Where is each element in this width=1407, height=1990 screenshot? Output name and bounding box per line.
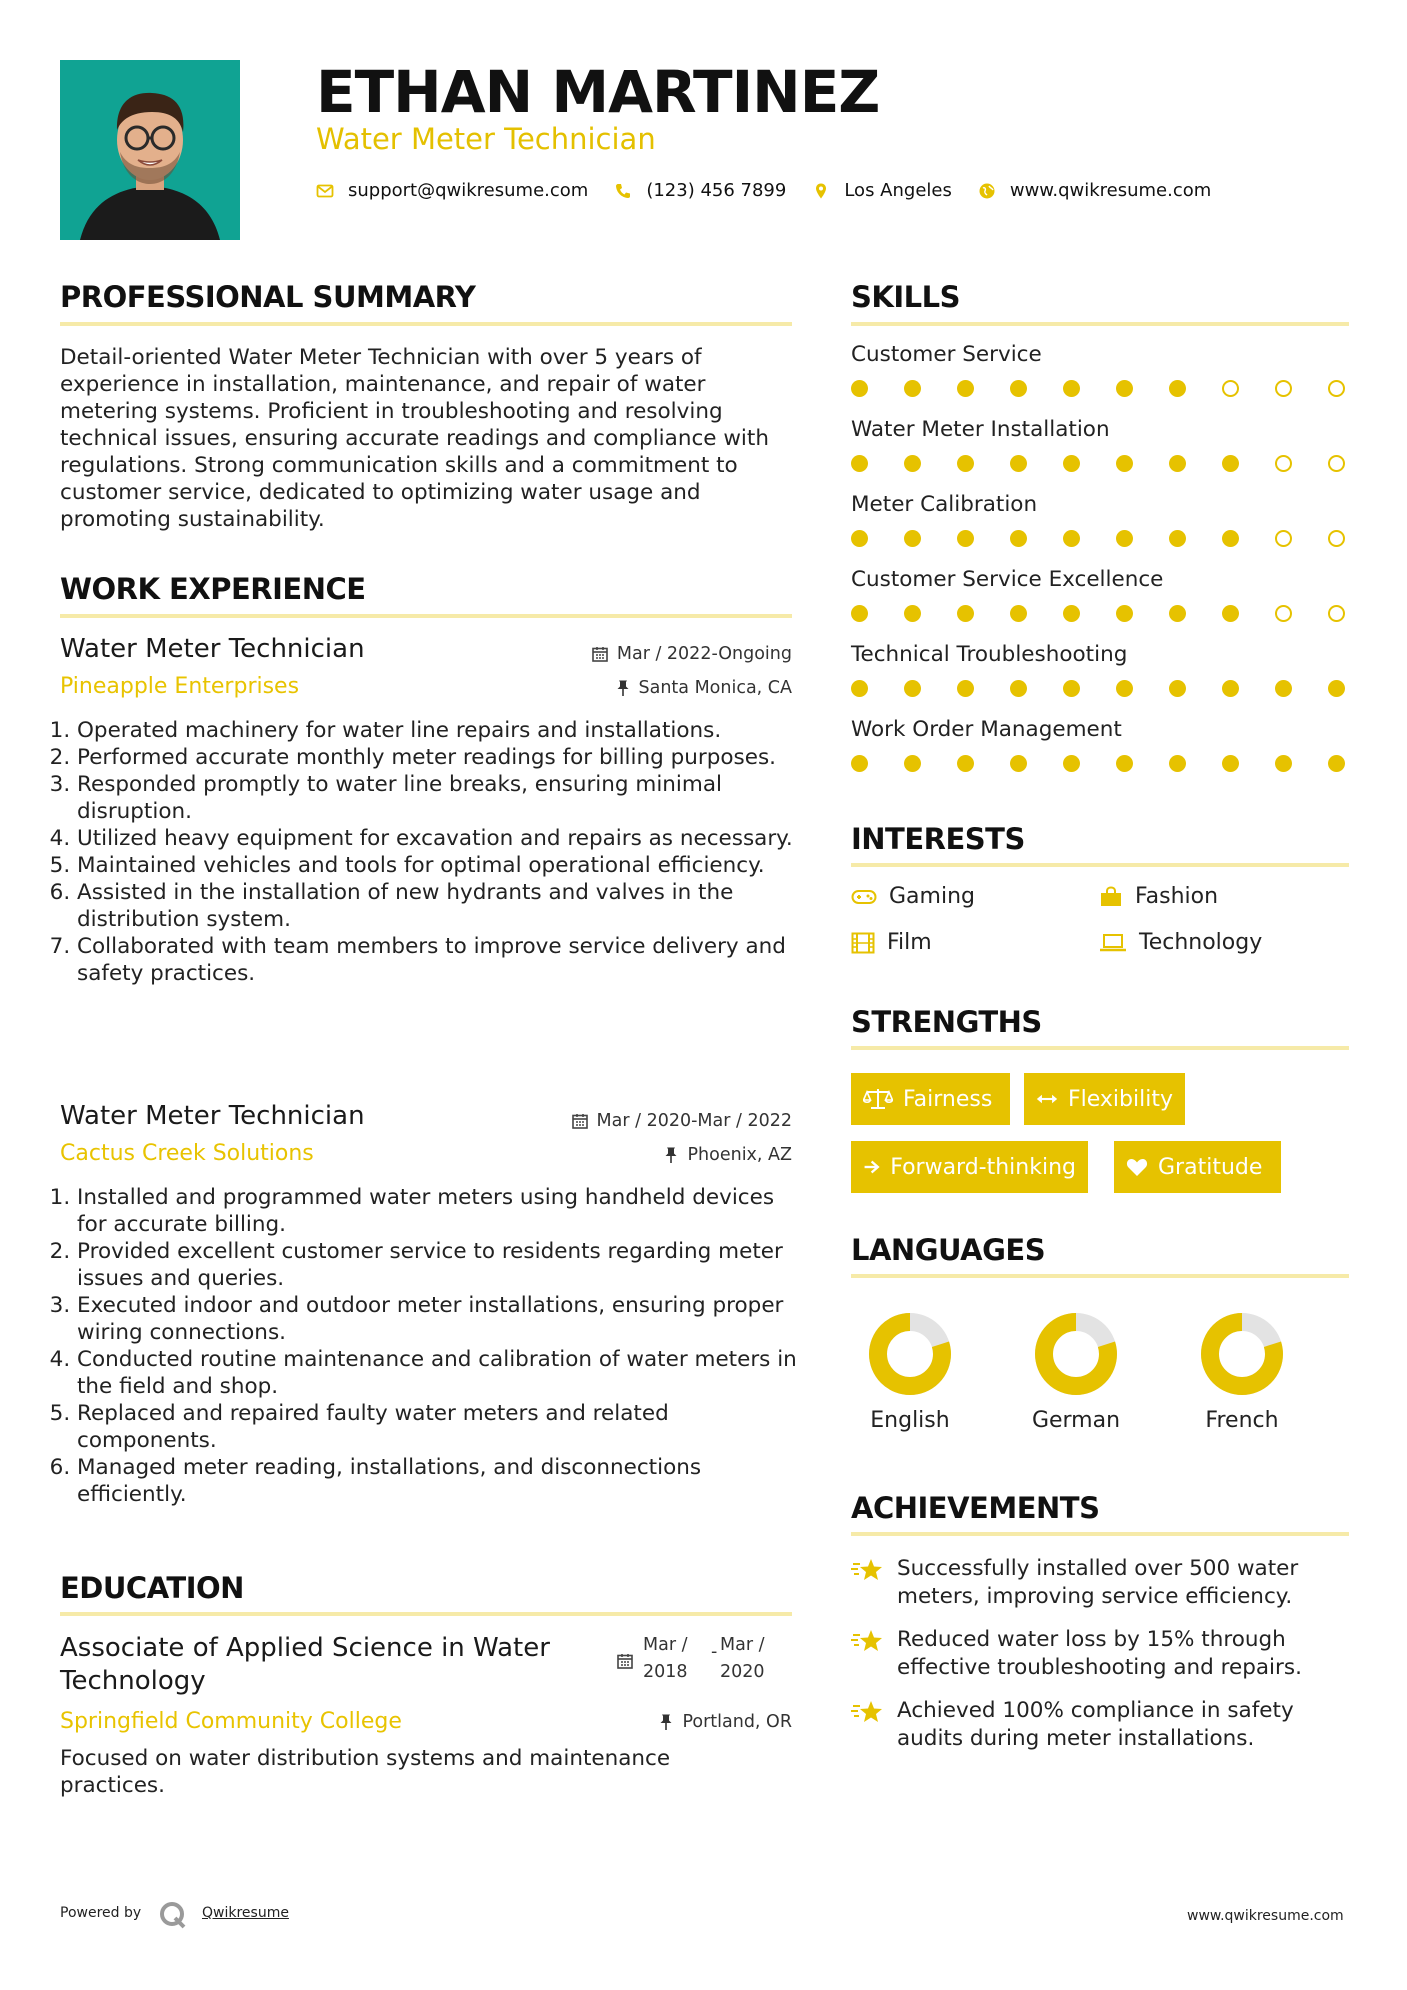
rating-dot-empty	[1275, 530, 1292, 547]
skill-rating	[851, 380, 1345, 397]
rating-dot-filled	[1222, 680, 1239, 697]
experience-heading: WORK EXPERIENCE	[60, 572, 366, 606]
star-icon	[851, 1699, 883, 1725]
skill-name: Water Meter Installation	[851, 417, 1110, 442]
strength-gratitude	[1114, 1141, 1281, 1193]
duty-item: 6. Managed meter reading, installations, and disconnections efficiently.	[77, 1454, 802, 1508]
contact-location: Los Angeles	[844, 180, 952, 201]
rating-dot-filled	[851, 755, 868, 772]
interests-heading: INTERESTS	[851, 822, 1025, 856]
rating-dot-filled	[1063, 605, 1080, 622]
summary-rule	[60, 322, 792, 326]
job-2-duties	[59, 1184, 802, 1508]
candidate-name: ETHAN MARTINEZ	[316, 58, 880, 126]
skill-name: Customer Service	[851, 342, 1042, 367]
strength-fairness	[851, 1073, 1010, 1125]
duty-item: 1. Installed and programmed water meters using handheld devices for accurate billing.	[77, 1184, 802, 1238]
job-1-location	[480, 678, 792, 698]
duty-item: 6. Assisted in the installation of new hydrants and valves in the distribution system.	[77, 879, 802, 933]
language-name: English	[870, 1408, 950, 1433]
interest-film	[851, 930, 932, 955]
job-2-company: Cactus Creek Solutions	[60, 1141, 314, 1166]
strength-label: Gratitude	[1158, 1154, 1263, 1180]
job-1-dates	[480, 644, 792, 664]
rating-dot-filled	[957, 755, 974, 772]
star-icon	[851, 1628, 883, 1654]
bag-icon	[1099, 886, 1123, 908]
rating-dot-filled	[1063, 680, 1080, 697]
edu-end-month: Mar /	[720, 1635, 765, 1655]
rating-dot-filled	[851, 680, 868, 697]
contact-bar	[316, 180, 1237, 201]
language-ring	[1006, 1308, 1146, 1400]
duty-item: 2. Performed accurate monthly meter readings for billing purposes.	[77, 744, 802, 771]
skills-rule	[851, 322, 1349, 326]
pushpin-icon	[663, 1146, 679, 1164]
strength-flexibility	[1024, 1073, 1185, 1125]
skill-rating	[851, 605, 1345, 622]
achievement-line: Achieved 100% compliance in safety	[897, 1698, 1294, 1723]
contact-email[interactable]: support@qwikresume.com	[348, 180, 589, 201]
job-2-dates	[480, 1111, 792, 1131]
edu-description: Focused on water distribution systems and maintenance practices.	[60, 1746, 671, 1798]
skill-row	[851, 567, 1351, 642]
duty-item: 3. Responded promptly to water line breaks, ensuring minimal disruption.	[77, 771, 802, 825]
interest-technology	[1099, 930, 1262, 955]
rating-dot-filled	[957, 680, 974, 697]
pushpin-icon	[615, 679, 631, 697]
rating-dot-filled	[904, 755, 921, 772]
rating-dot-filled	[957, 455, 974, 472]
degree-line-2: Technology	[60, 1666, 206, 1696]
avatar-illustration	[60, 60, 240, 240]
rating-dot-filled	[1169, 455, 1186, 472]
location-pin-icon	[812, 182, 830, 200]
rating-dot-filled	[904, 380, 921, 397]
rating-dot-filled	[904, 455, 921, 472]
rating-dot-filled	[1169, 380, 1186, 397]
rating-dot-filled	[1222, 605, 1239, 622]
achievements-rule	[851, 1532, 1349, 1536]
strengths-heading: STRENGTHS	[851, 1005, 1042, 1039]
star-icon	[851, 1557, 883, 1583]
strength-forward-thinking	[851, 1141, 1088, 1193]
edu-end-year: 2020	[720, 1662, 765, 1682]
rating-dot-filled	[1275, 755, 1292, 772]
achievement-text	[897, 1555, 1298, 1611]
rating-dot-filled	[1010, 605, 1027, 622]
experience-rule	[60, 614, 792, 618]
interest-label: Fashion	[1135, 884, 1219, 909]
achievement-line: meters, improving service efficiency.	[897, 1584, 1293, 1609]
interest-label: Gaming	[889, 884, 975, 909]
rating-dot-empty	[1328, 530, 1345, 547]
rating-dot-empty	[1275, 605, 1292, 622]
strength-label: Flexibility	[1068, 1086, 1173, 1112]
rating-dot-filled	[1010, 530, 1027, 547]
achievement-line: audits during meter installations.	[897, 1726, 1255, 1751]
edu-date-dash: -	[711, 1642, 718, 1662]
language-name: French	[1205, 1408, 1279, 1433]
email-icon	[316, 182, 334, 200]
rating-dot-filled	[1328, 755, 1345, 772]
job-1-location-text: Santa Monica, CA	[638, 678, 792, 698]
rating-dot-filled	[1063, 755, 1080, 772]
skill-rating	[851, 755, 1345, 772]
job-1-duties	[59, 717, 802, 987]
education-rule	[60, 1612, 792, 1616]
edu-start-month: Mar /	[643, 1635, 688, 1655]
rating-dot-filled	[1169, 755, 1186, 772]
rating-dot-filled	[1169, 530, 1186, 547]
duty-item: 4. Conducted routine maintenance and calibration of water meters in the field and shop.	[77, 1346, 802, 1400]
film-icon	[851, 932, 875, 954]
edu-start-year: 2018	[643, 1662, 688, 1682]
rating-dot-filled	[851, 455, 868, 472]
rating-dot-filled	[851, 380, 868, 397]
duty-item: 4. Utilized heavy equipment for excavation and repairs as necessary.	[77, 825, 802, 852]
rating-dot-filled	[1222, 530, 1239, 547]
edu-school: Springfield Community College	[60, 1709, 402, 1734]
achievement-line: Successfully installed over 500 water	[897, 1556, 1299, 1581]
qwikresume-logo-icon	[158, 1900, 188, 1930]
edu-location	[480, 1712, 792, 1732]
rating-dot-filled	[1169, 605, 1186, 622]
job-1-title: Water Meter Technician	[60, 634, 365, 664]
phone-icon	[614, 182, 632, 200]
duty-item: 5. Maintained vehicles and tools for optimal operational efficiency.	[77, 852, 802, 879]
scale-icon	[863, 1087, 893, 1111]
arrow-right-icon	[863, 1157, 880, 1177]
rating-dot-empty	[1328, 605, 1345, 622]
rating-dot-filled	[1275, 680, 1292, 697]
achievement-item	[851, 1626, 1351, 1682]
duty-item: 2. Provided excellent customer service to residents regarding meter issues and queries.	[77, 1238, 802, 1292]
profile-photo	[60, 60, 240, 240]
job-2-dates-text: Mar / 2020-Mar / 2022	[596, 1111, 792, 1131]
rating-dot-filled	[904, 605, 921, 622]
pushpin-icon	[658, 1713, 674, 1731]
job-1-company: Pineapple Enterprises	[60, 674, 300, 699]
job-2-location-text: Phoenix, AZ	[687, 1145, 792, 1165]
education-heading: EDUCATION	[60, 1571, 244, 1605]
rating-dot-filled	[1116, 455, 1133, 472]
skill-rating	[851, 530, 1345, 547]
language-english	[840, 1308, 980, 1433]
rating-dot-filled	[1116, 380, 1133, 397]
achievement-item	[851, 1555, 1351, 1611]
strengths-rule	[851, 1046, 1349, 1050]
skill-row	[851, 342, 1351, 417]
summary-text: Detail-oriented Water Meter Technician with over 5 years of experience in installation, maintenance, and repair of water metering systems. Proficient in troubleshooting and resolving technical issues, ensuring accurate readings and compliance with regulations. Strong communication skills and a commitment to customer service, dedicated to optimizing water usage and promoting sustainability.	[60, 345, 769, 532]
rating-dot-filled	[1063, 530, 1080, 547]
duty-item: 5. Replaced and repaired faulty water meters and related components.	[77, 1400, 802, 1454]
strength-label: Fairness	[903, 1086, 993, 1112]
skill-row	[851, 717, 1351, 792]
rating-dot-filled	[1169, 680, 1186, 697]
skill-name: Work Order Management	[851, 717, 1122, 742]
contact-phone[interactable]: (123) 456 7899	[646, 180, 787, 201]
achievement-text	[897, 1626, 1302, 1682]
rating-dot-filled	[1222, 455, 1239, 472]
contact-website[interactable]: www.qwikresume.com	[1009, 180, 1212, 201]
skills-heading: SKILLS	[851, 280, 960, 314]
rating-dot-filled	[1010, 755, 1027, 772]
language-ring	[1172, 1308, 1312, 1400]
rating-dot-filled	[957, 605, 974, 622]
languages-rule	[851, 1274, 1349, 1278]
rating-dot-filled	[1116, 755, 1133, 772]
rating-dot-filled	[851, 530, 868, 547]
achievements-heading: ACHIEVEMENTS	[851, 1491, 1100, 1525]
degree-line-1: Associate of Applied Science in Water	[60, 1633, 550, 1663]
rating-dot-filled	[957, 530, 974, 547]
rating-dot-filled	[904, 680, 921, 697]
calendar-icon	[591, 645, 609, 663]
interest-label: Film	[887, 930, 932, 955]
calendar-icon	[571, 1112, 589, 1130]
skill-row	[851, 417, 1351, 492]
arrows-horizontal-icon	[1036, 1090, 1058, 1108]
rating-dot-filled	[1010, 380, 1027, 397]
rating-dot-filled	[1063, 455, 1080, 472]
skill-name: Meter Calibration	[851, 492, 1038, 517]
job-2-title: Water Meter Technician	[60, 1101, 365, 1131]
rating-dot-filled	[1328, 680, 1345, 697]
rating-dot-filled	[1010, 680, 1027, 697]
achievement-item	[851, 1697, 1351, 1753]
interests-rule	[851, 863, 1349, 867]
powered-by-label: Powered by	[60, 1905, 142, 1921]
rating-dot-empty	[1275, 455, 1292, 472]
gamepad-icon	[851, 888, 877, 906]
edu-location-text: Portland, OR	[682, 1712, 792, 1732]
skill-rating	[851, 680, 1345, 697]
rating-dot-empty	[1328, 455, 1345, 472]
rating-dot-filled	[1116, 530, 1133, 547]
duty-item: 3. Executed indoor and outdoor meter installations, ensuring proper wiring connections.	[77, 1292, 802, 1346]
job-1-dates-text: Mar / 2022-Ongoing	[616, 644, 792, 664]
languages-heading: LANGUAGES	[851, 1233, 1046, 1267]
footer-website[interactable]: www.qwikresume.com	[1187, 1908, 1344, 1924]
language-ring	[840, 1308, 980, 1400]
rating-dot-filled	[1063, 380, 1080, 397]
strength-label: Forward-thinking	[890, 1154, 1076, 1180]
laptop-icon	[1099, 933, 1127, 953]
job-2-location	[480, 1145, 792, 1165]
language-german	[1006, 1308, 1146, 1433]
skill-rating	[851, 455, 1345, 472]
skill-row	[851, 492, 1351, 567]
rating-dot-filled	[1010, 455, 1027, 472]
qwikresume-link[interactable]: Qwikresume	[202, 1905, 289, 1921]
rating-dot-filled	[851, 605, 868, 622]
achievement-line: Reduced water loss by 15% through	[897, 1627, 1286, 1652]
globe-icon	[978, 182, 996, 200]
rating-dot-filled	[1116, 605, 1133, 622]
rating-dot-empty	[1222, 380, 1239, 397]
interest-fashion	[1099, 884, 1218, 909]
achievement-text	[897, 1697, 1294, 1753]
interest-gaming	[851, 884, 975, 909]
rating-dot-filled	[957, 380, 974, 397]
summary-heading: PROFESSIONAL SUMMARY	[60, 280, 476, 314]
skill-row	[851, 642, 1351, 717]
interest-label: Technology	[1139, 930, 1263, 955]
rating-dot-filled	[1222, 755, 1239, 772]
rating-dot-empty	[1328, 380, 1345, 397]
duty-item: 7. Collaborated with team members to improve service delivery and safety practices.	[77, 933, 802, 987]
heart-icon	[1126, 1157, 1148, 1177]
rating-dot-filled	[904, 530, 921, 547]
candidate-title: Water Meter Technician	[316, 122, 656, 156]
rating-dot-empty	[1275, 380, 1292, 397]
language-french	[1172, 1308, 1312, 1433]
skills-list	[851, 342, 1351, 792]
skill-name: Technical Troubleshooting	[851, 642, 1128, 667]
language-name: German	[1031, 1408, 1121, 1433]
skill-name: Customer Service Excellence	[851, 567, 1164, 592]
duty-item: 1. Operated machinery for water line repairs and installations.	[77, 717, 802, 744]
achievement-line: effective troubleshooting and repairs.	[897, 1655, 1302, 1680]
calendar-icon	[616, 1652, 634, 1670]
rating-dot-filled	[1116, 680, 1133, 697]
